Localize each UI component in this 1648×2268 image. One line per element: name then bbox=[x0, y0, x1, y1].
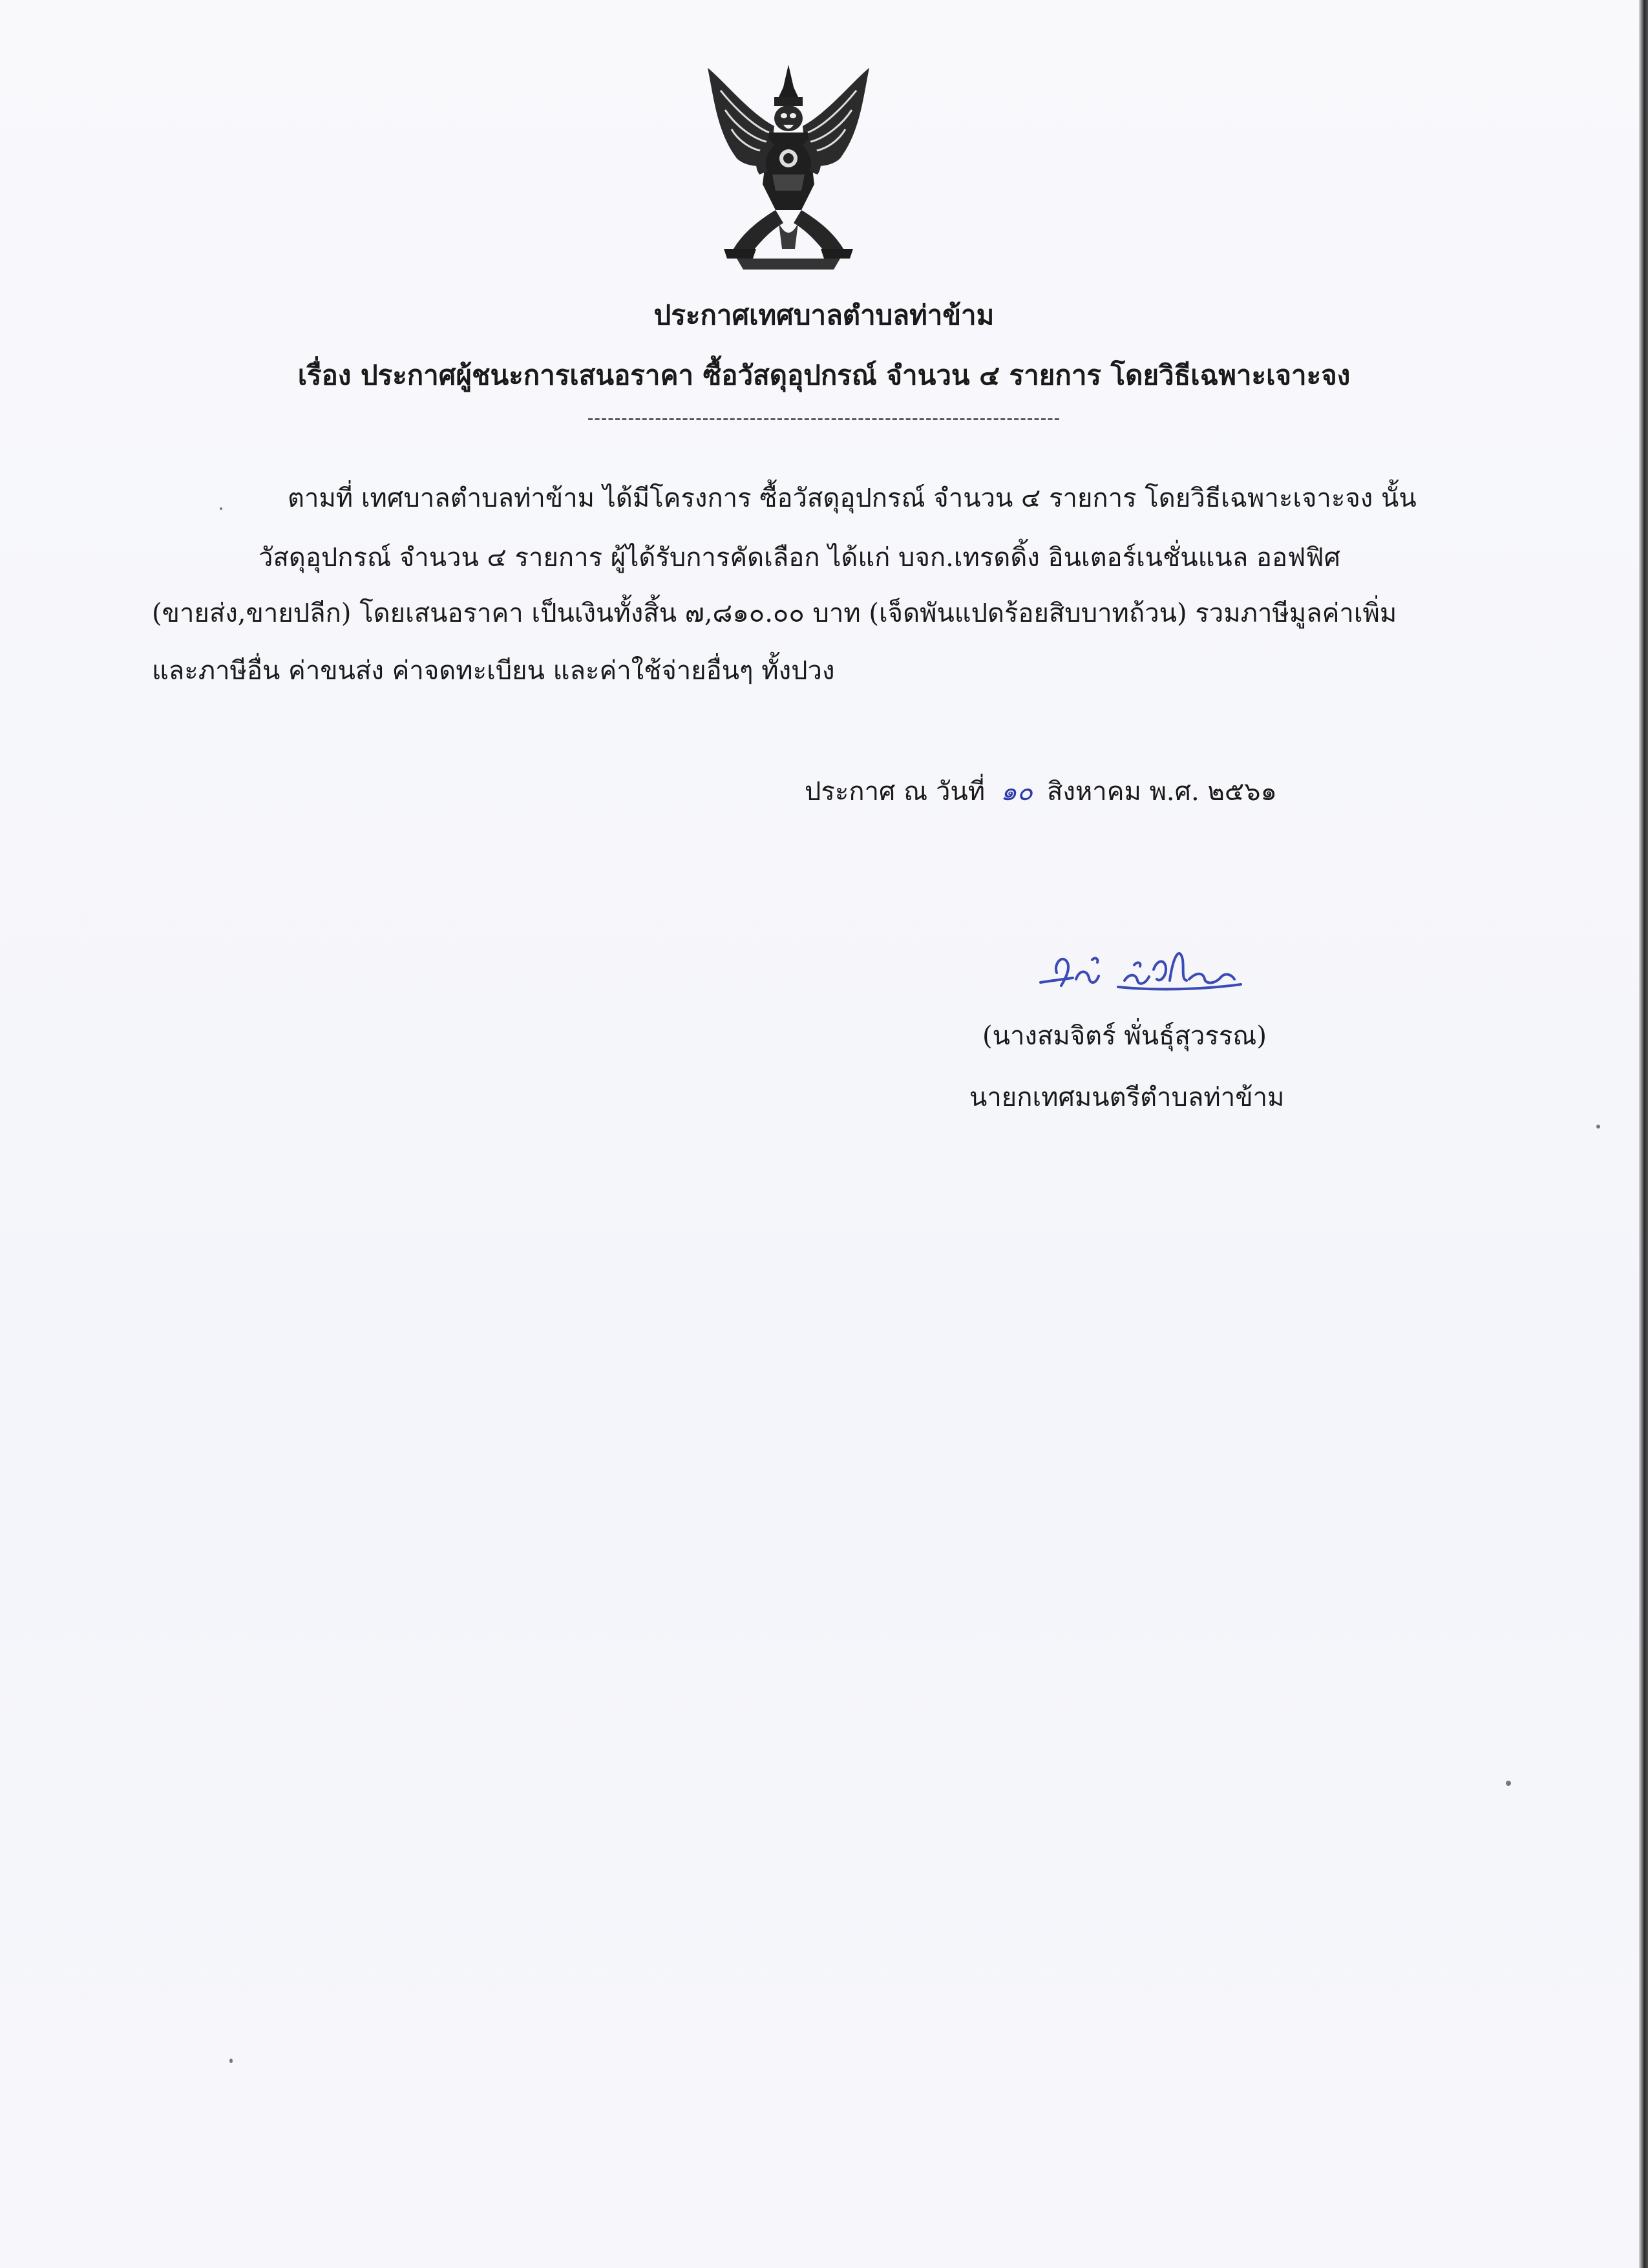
body-line-1: ตามที่ เทศบาลตำบลท่าข้าม ได้มีโครงการ ซื้อวัสดุอุปกรณ์ จำนวน ๔ รายการ โดยวิธีเฉพาะเจาะจง นั้น bbox=[288, 483, 1417, 513]
announcement-date bbox=[805, 770, 1277, 812]
announcement-title: ประกาศเทศบาลตำบลท่าข้าม bbox=[653, 299, 995, 331]
scan-speck bbox=[229, 2059, 233, 2063]
scan-speck bbox=[220, 507, 222, 510]
handwritten-signature bbox=[1028, 934, 1260, 1005]
divider-line: ---------------------------------------------------------------------- bbox=[587, 407, 1061, 429]
scan-speck bbox=[1596, 1125, 1600, 1129]
body-line-4: และภาษีอื่น ค่าขนส่ง ค่าจดทะเบียน และค่าใช้จ่ายอื่นๆ ทั้งปวง bbox=[152, 656, 835, 686]
scan-edge-shadow bbox=[1639, 0, 1648, 2268]
date-day-handwritten: ๑๐ bbox=[1000, 777, 1033, 807]
body-line-3: (ขายส่ง,ขายปลีก) โดยเสนอราคา เป็นเงินทั้งสิ้น ๗,๘๑๐.๐๐ บาท (เจ็ดพันแปดร้อยสิบบาทถ้วน) รวมภาษีมูลค่าเพิ่ม bbox=[152, 599, 1397, 628]
signer-name: (นางสมจิตร์ พั่นธุ์สุวรรณ) bbox=[982, 1021, 1267, 1051]
date-prefix: ประกาศ ณ วันที่ bbox=[805, 777, 986, 807]
scan-speck bbox=[1506, 1781, 1511, 1786]
signer-position: นายกเทศมนตรีตำบลท่าข้าม bbox=[969, 1083, 1285, 1112]
garuda-emblem-icon bbox=[698, 61, 879, 275]
body-line-2: วัสดุอุปกรณ์ จำนวน ๔ รายการ ผู้ได้รับการคัดเลือก ได้แก่ บจก.เทรดดิ้ง อินเตอร์เนชั่นแนล ออฟฟิศ bbox=[259, 543, 1341, 573]
announcement-subject: เรื่อง ประกาศผู้ชนะการเสนอราคา ซื้อวัสดุอุปกรณ์ จำนวน ๔ รายการ โดยวิธีเฉพาะเจาะจง bbox=[297, 359, 1351, 391]
date-month-year: สิงหาคม พ.ศ. ๒๕๖๑ bbox=[1046, 777, 1277, 807]
